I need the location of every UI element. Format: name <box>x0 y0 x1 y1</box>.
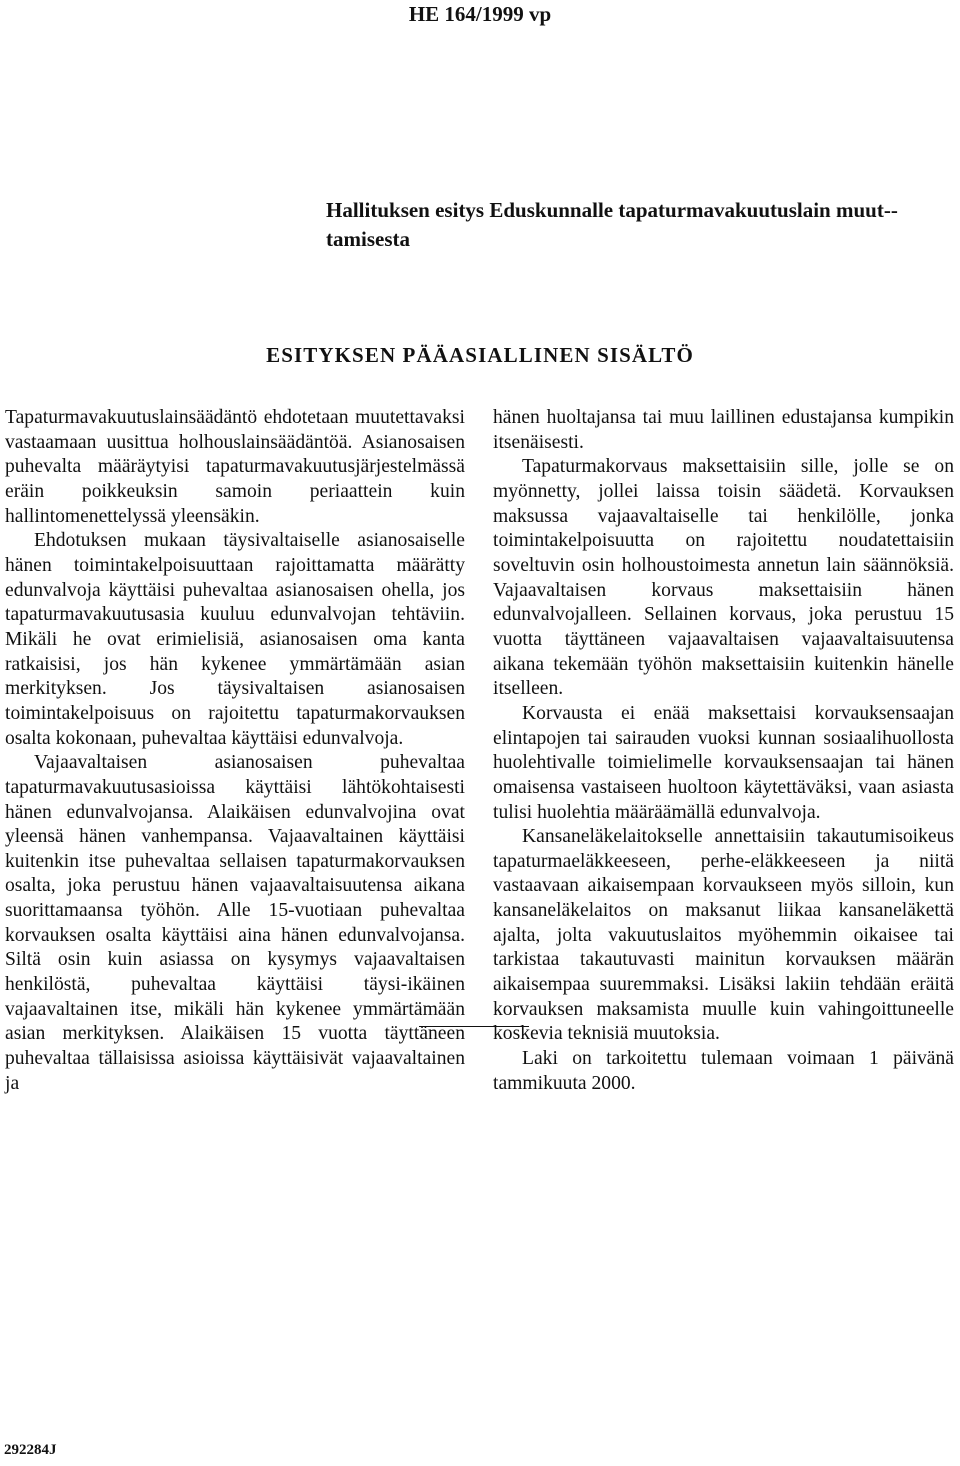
proposal-title: Hallituksen esitys Eduskunnalle tapaturmavakuutuslain muut-tamisesta <box>326 198 898 251</box>
paragraph: Vajaavaltaisen asianosaisen puhevaltaa tapaturmavakuutusasioissa käyttäisi lähtökohtaisesti hänen edunvalvojansa. Alaikäisen edunvalvojina ovat yleensä hänen vanhempansa. Vajaavaltainen käyttäisi kuitenkin itse puhevaltaa sellaisen tapaturmakorvauksen osalta, joka perustuu hänen vajaavaltaisuutensa aikana suorittamaansa työhön. Alle 15-vuotiaan puhevaltaa korvauksen osalta käyttäisi aina hänen edunvalvojansa. Siltä osin kuin asiassa on kysymys vajaavaltaisen henkilöstä, puhevaltaa käyttäisi täysi-ikäinen vajaavaltainen itse, mikäli hän kykenee ymmärtämään asian merkityksen. Alaikäisen 15 vuotta täyttäneen puhevaltaa tällaisissa asioissa käyttäisivät vajaavaltainen ja <box>5 752 465 1094</box>
paragraph: Ehdotuksen mukaan täysivaltaiselle asianosaiselle hänen toimintakelpoisuuttaan rajoittamatta määrätty edunvalvoja käyttäisi puhevaltaa asianosaisen ohella, jos tapaturmavakuutusasia kuuluu edunvalvojan tehtäviin. Mikäli he ovat erimielisiä, asianosaisen oma kanta ratkaisisi, jos hän kykenee ymmärtämään asian merkityksen. Jos täysivaltaisen asianosaisen toimintakelpoisuus on rajoitettu tapaturmakorvauksen osalta kokonaan, puhevaltaa käyttäisi edunvalvoja. <box>5 530 465 749</box>
paragraph: hänen huoltajansa tai muu laillinen edustajansa kumpikin itsenäisesti. <box>493 407 954 453</box>
document-code: 292284J <box>4 1442 57 1458</box>
paragraph: Tapaturmakorvaus maksettaisiin sille, jolle se on myönnetty, jollei laissa toisin säädetä. Korvauksen maksussa vajaavaltaiselle tai henkilölle, jonka toimintakelpoisuutta on rajoitettu noudatettaisiin soveltuvin osin holhoustoimesta annetun lain säännöksiä. Vajaavaltaisen korvaus maksettaisiin hänen edunvalvojalleen. Sellainen korvaus, joka perustuu 15 vuotta täyttäneen vajaavaltaisen vajaavaltaisuutensa aikana tekemään työhön maksettaisiin kuitenkin hänelle itselleen. <box>493 456 954 700</box>
left-text-column <box>5 406 465 1096</box>
paragraph: Kansaneläkelaitokselle annettaisiin takautumisoikeus tapaturmaeläkkeeseen, perhe-eläkkeeseen ja niitä vastaavaan aikaisempaan korvaukseen myös silloin, kun kansaneläkelaitos on maksanut liikaa kansaneläkettä ajalta, jolta vakuutuslaitos myöhemmin oikaisee tai tarkistaa takautuvasti mainitun korvauksen määrän aikaisempaa suuremmaksi. Lisäksi lakiin tehdään eräitä korvauksen maksamista muulle kuin vahingoittuneelle koskevia teknisiä muutoksia. <box>493 826 954 1045</box>
paragraph: Tapaturmavakuutuslainsäädäntö ehdotetaan muutettavaksi vastaamaan uusittua holhouslainsäädäntöä. Asianosaisen puhevalta määräytyisi tapaturmavakuutusjärjestelmässä eräin poikkeuksin samoin periaattein kuin hallintomenettelyssä yleensäkin. <box>5 407 465 527</box>
document-id-header: HE 164/1999 vp <box>408 2 552 26</box>
paragraph: Korvausta ei enää maksettaisi korvauksensaajan elintapojen tai sairauden vuoksi kunnan sosiaalihuollosta huolehtivalle toimielimelle korvauksensaajan tai hänen omaisensa vastaiseen huoltoon käytettäväksi, vaan asiasta tulisi huolehtia määräämällä edunvalvoja. <box>493 702 954 823</box>
right-text-column <box>493 406 954 1096</box>
footer-divider <box>419 1026 529 1027</box>
section-heading: ESITYKSEN PÄÄASIALLINEN SISÄLTÖ <box>266 343 694 367</box>
paragraph: Laki on tarkoitettu tulemaan voimaan 1 päivänä tammikuuta 2000. <box>493 1048 954 1094</box>
